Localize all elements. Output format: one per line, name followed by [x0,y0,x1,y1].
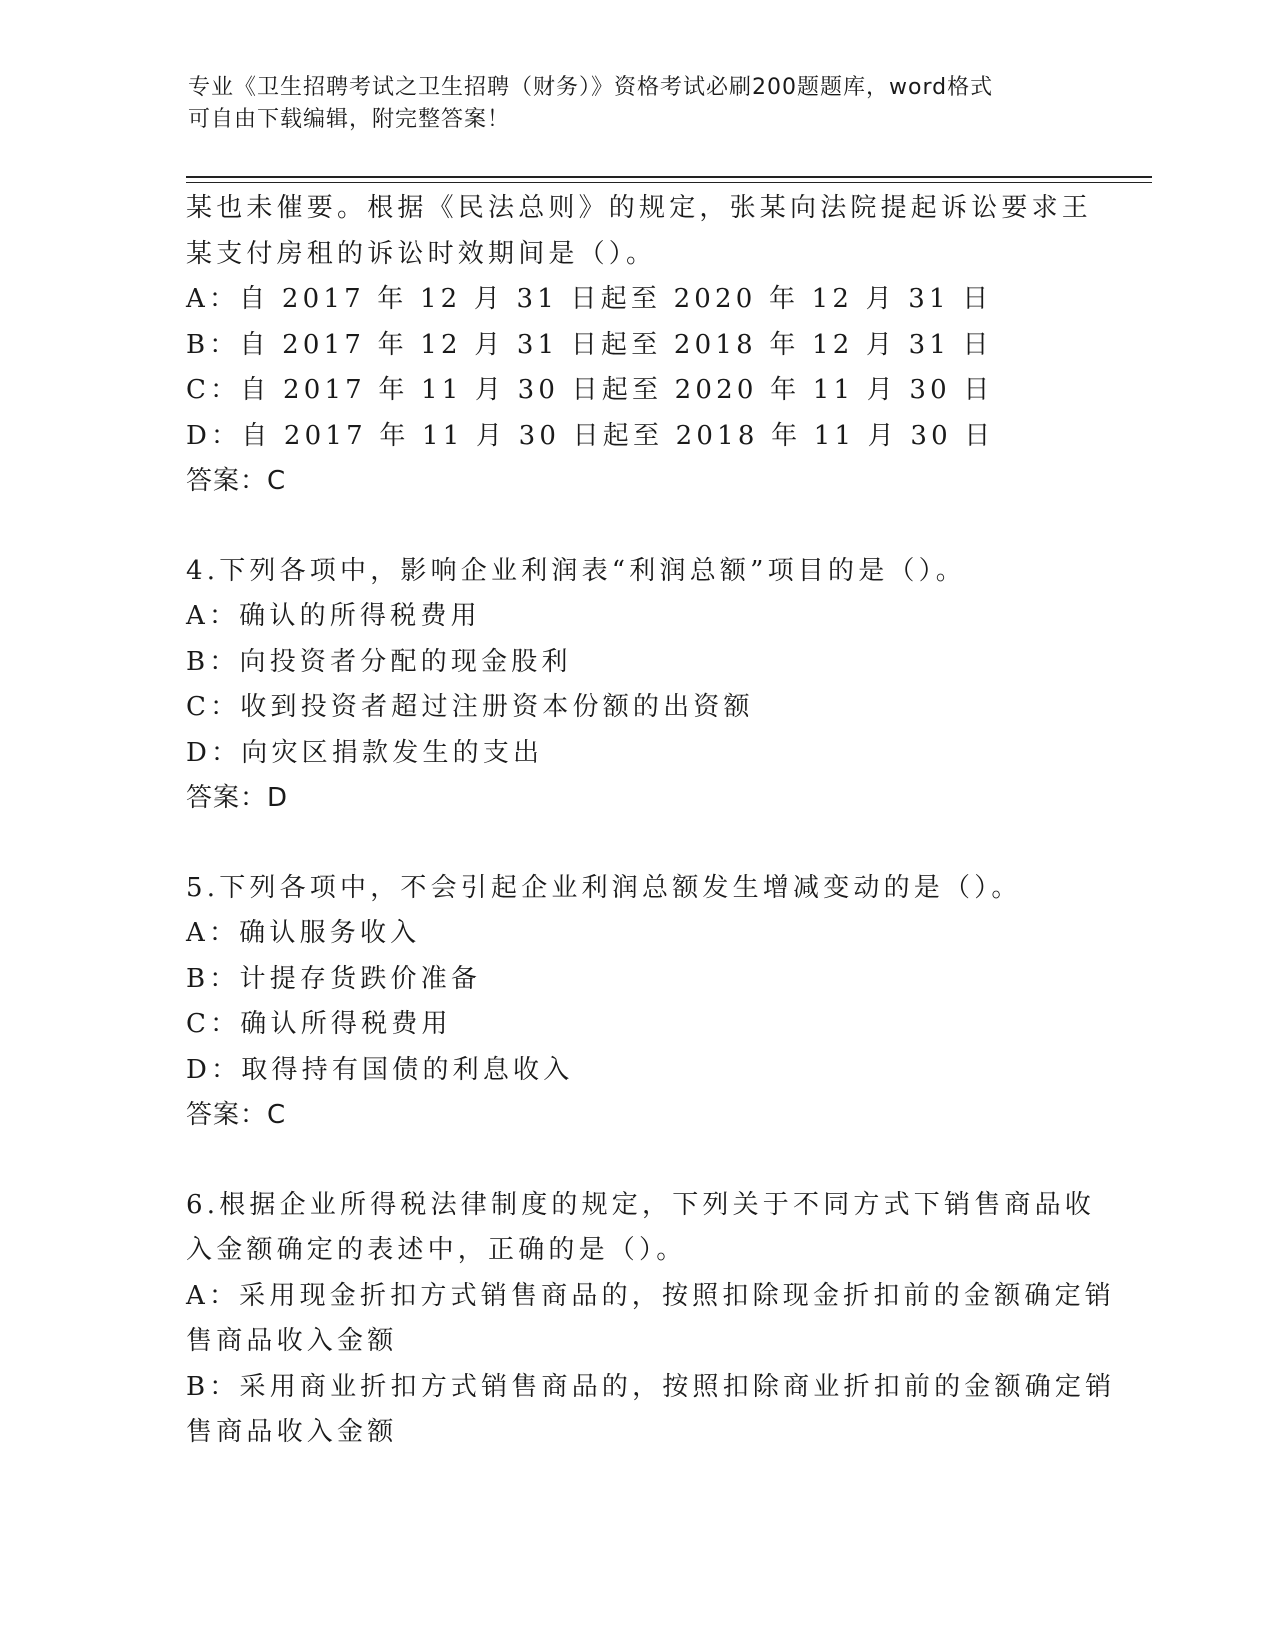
question-text-line: 6.根据企业所得税法律制度的规定，下列关于不同方式下销售商品收 [186,1189,1096,1220]
option-a: A：确认的所得税费用 [186,601,481,631]
spacer [186,505,1086,549]
question-5 [186,866,1086,1139]
option-a: A：确认服务收入 [186,918,421,948]
option-b: B：采用商业折扣方式销售商品的，按照扣除商业折扣前的金额确定销 [186,1371,1116,1402]
option-a: A：自 2017 年 12 月 31 日起至 2020 年 12 月 31 日 [186,284,993,314]
header-rule-thin [186,182,1152,183]
option-b: B：计提存货跌价准备 [186,963,482,994]
answer: 答案：D [186,783,289,813]
option-c: C：自 2017 年 11 月 30 日起至 2020 年 11 月 30 日 [186,375,994,405]
answer: 答案：C [186,1100,287,1130]
question-3-continued [186,186,1093,505]
question-content [186,186,1116,1456]
option-c: C：收到投资者超过注册资本份额的出资额 [186,692,754,722]
question-text-line: 入金额确定的表述中，正确的是（）。 [186,1235,687,1265]
question-text-line: 5.下列各项中，不会引起企业利润总额发生增减变动的是（）。 [186,872,1022,903]
question-6 [186,1183,1116,1456]
document-header [188,72,1088,136]
header-line-1: 专业《卫生招聘考试之卫生招聘（财务）》资格考试必刷200题题库，word格式 [188,75,994,100]
header-line-2: 可自由下载编辑，附完整答案！ [188,107,511,132]
option-d: D：向灾区捐款发生的支出 [186,737,544,768]
header-rule-thick [186,176,1152,178]
answer: 答案：C [186,466,287,496]
question-4 [186,549,1086,822]
spacer [186,1139,1086,1183]
option-d: D：取得持有国债的利息收入 [186,1054,574,1085]
question-text-line: 4.下列各项中，影响企业利润表“利润总额”项目的是（）。 [186,555,966,586]
spacer [186,822,1086,866]
question-text-line: 某支付房租的诉讼时效期间是（）。 [186,238,657,269]
option-b-continued: 售商品收入金额 [186,1417,398,1447]
question-text-line: 某也未催要。根据《民法总则》的规定，张某向法院提起诉讼要求王 [186,193,1093,223]
option-a-continued: 售商品收入金额 [186,1326,398,1356]
option-d: D：自 2017 年 11 月 30 日起至 2018 年 11 月 30 日 [186,420,995,451]
option-b: B：自 2017 年 12 月 31 日起至 2018 年 12 月 31 日 [186,329,993,360]
option-c: C：确认所得税费用 [186,1009,452,1039]
option-b: B：向投资者分配的现金股利 [186,646,572,677]
option-a: A：采用现金折扣方式销售商品的，按照扣除现金折扣前的金额确定销 [186,1280,1115,1311]
